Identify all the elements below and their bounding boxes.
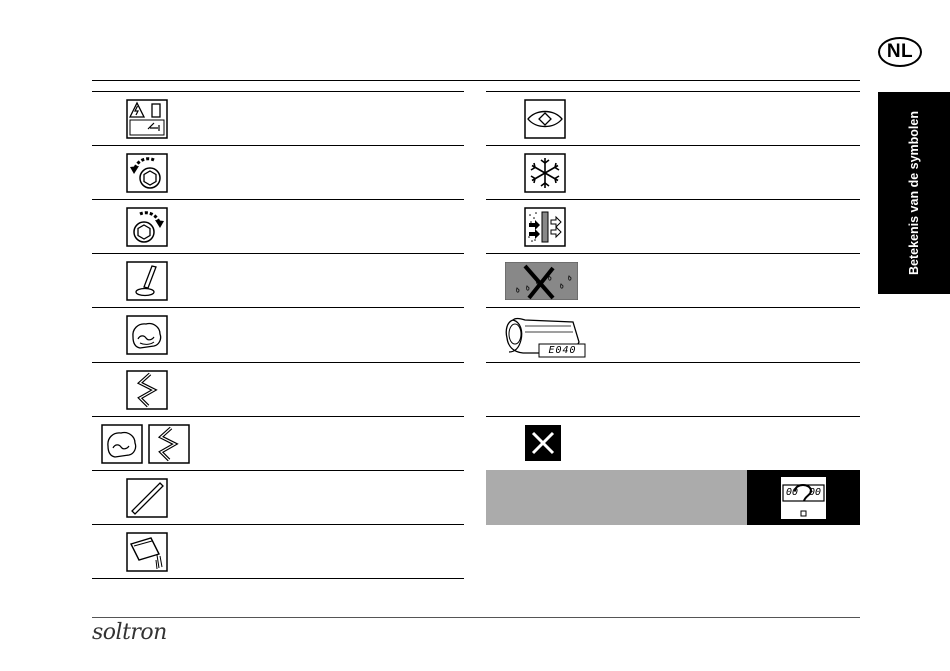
error-code-question-icon bbox=[781, 477, 826, 519]
brand-logo: soltron bbox=[92, 620, 167, 645]
eye-icon bbox=[524, 99, 566, 139]
flexible-tube-icon bbox=[126, 370, 168, 410]
left-row-divider bbox=[92, 145, 464, 146]
close-x-icon bbox=[525, 425, 561, 461]
left-row-divider bbox=[92, 578, 464, 579]
rotate-counterclockwise-icon bbox=[126, 153, 168, 193]
right-row-divider bbox=[486, 91, 860, 92]
left-row-divider bbox=[92, 199, 464, 200]
top-rule bbox=[92, 80, 860, 81]
hand-brush-icon bbox=[126, 261, 168, 301]
right-row-divider bbox=[486, 199, 860, 200]
filter-airflow-icon bbox=[524, 207, 566, 247]
cleaning-cloth-icon bbox=[126, 315, 168, 355]
no-water-drops-icon bbox=[505, 262, 578, 300]
solarium-error-display-icon bbox=[503, 316, 587, 358]
right-row-divider bbox=[486, 253, 860, 254]
right-row-divider bbox=[486, 145, 860, 146]
right-row-divider bbox=[486, 307, 860, 308]
left-row-divider bbox=[92, 362, 464, 363]
left-row-divider bbox=[92, 253, 464, 254]
snowflake-icon bbox=[524, 153, 566, 193]
pour-liquid-icon bbox=[126, 532, 168, 572]
grey-band bbox=[486, 470, 747, 525]
rotate-clockwise-icon bbox=[126, 207, 168, 247]
right-row-divider bbox=[486, 416, 860, 417]
side-tab bbox=[878, 92, 950, 294]
left-row-divider bbox=[92, 91, 464, 92]
language-badge: NL bbox=[878, 37, 922, 67]
error-code-digits: 00 bbox=[786, 487, 799, 498]
footer-rule bbox=[92, 617, 860, 618]
tube-icon bbox=[126, 478, 168, 518]
left-row-divider bbox=[92, 524, 464, 525]
cloth-and-tube-icon bbox=[101, 424, 191, 464]
left-row-divider bbox=[92, 416, 464, 417]
side-tab-label: Betekenis van de symbolen bbox=[907, 111, 921, 275]
right-row-divider bbox=[486, 362, 860, 363]
error-code-digits-right: 00 bbox=[809, 487, 822, 498]
left-row-divider bbox=[92, 307, 464, 308]
left-row-divider bbox=[92, 470, 464, 471]
error-code-display: E040 bbox=[548, 345, 577, 356]
electrical-hazard-icon bbox=[126, 99, 168, 139]
